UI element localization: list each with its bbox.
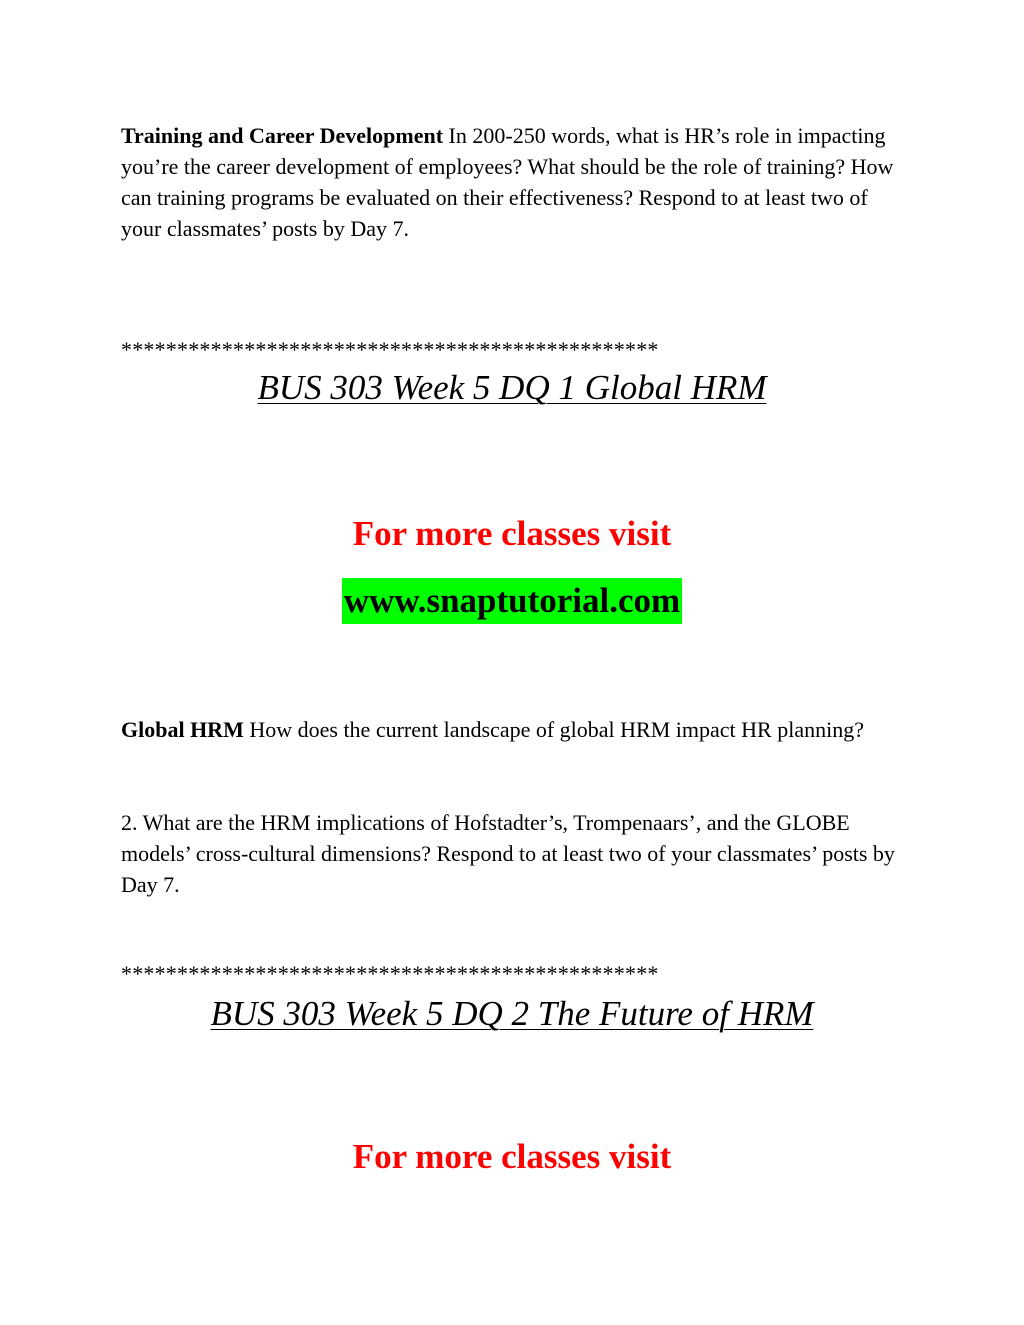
- week5-dq2-heading-text[interactable]: BUS 303 Week 5 DQ 2 The Future of HRM: [210, 994, 814, 1033]
- training-career-title: Training and Career Development: [121, 123, 444, 148]
- week5-dq2-heading[interactable]: [0, 992, 1024, 1036]
- promo-link-container: [0, 578, 1024, 624]
- separator-stars: ************************************************: [121, 961, 659, 986]
- promo-text: For more classes visit: [352, 514, 672, 553]
- global-hrm-title: Global HRM: [121, 717, 244, 742]
- separator-stars: ************************************************: [121, 337, 659, 362]
- global-hrm-paragraph: [121, 714, 911, 745]
- global-hrm-body: How does the current landscape of global HRM impact HR planning?: [243, 717, 864, 742]
- week5-dq1-heading-text[interactable]: BUS 303 Week 5 DQ 1 Global HRM: [257, 368, 767, 407]
- promo-text: For more classes visit: [352, 1137, 672, 1176]
- training-career-body: In 200-250 words, what is HR’s role in impacting you’re the career development of employees? What should be the role of training? How can training programs be evaluated on their effectiveness? Respond to at least two of your classmates’ posts by Day 7.: [121, 123, 894, 241]
- week5-dq1-heading[interactable]: [0, 366, 1024, 410]
- question-2-paragraph: 2. What are the HRM implications of Hofstadter’s, Trompenaars’, and the GLOBE models’ cross-cultural dimensions? Respond to at least two of your classmates’ posts by Day 7.: [121, 810, 895, 897]
- snaptutorial-link[interactable]: www.snaptutorial.com: [342, 578, 682, 624]
- training-career-paragraph: [121, 120, 911, 244]
